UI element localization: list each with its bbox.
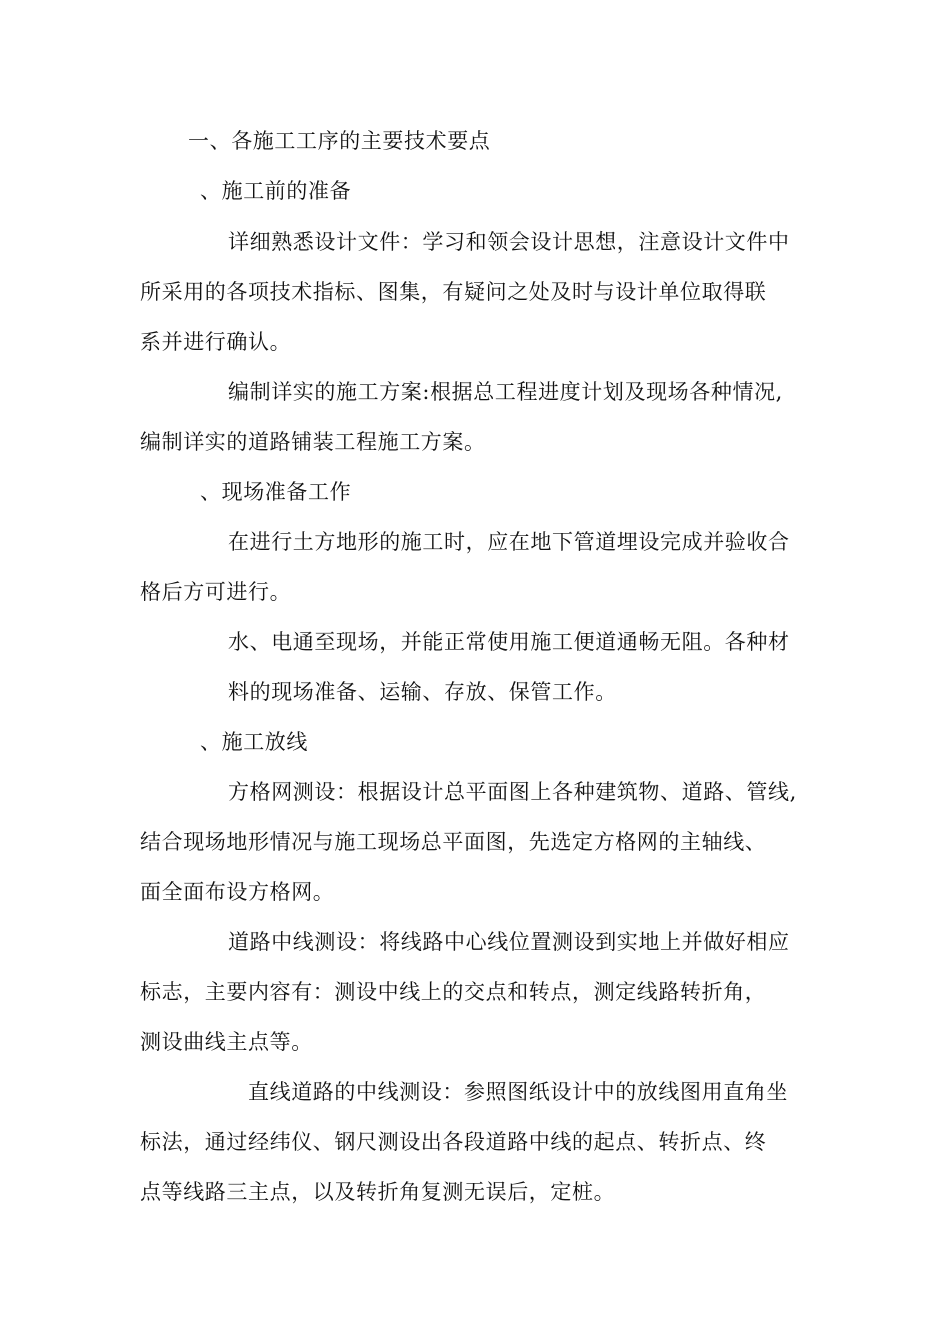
paragraph-line: 编制详实的施工方案:根据总工程进度计划及现场各种情况,	[228, 380, 783, 404]
section-title-setting-out: 、施工放线	[200, 730, 308, 754]
paragraph-line: 直线道路的中线测设：参照图纸设计中的放线图用直角坐	[248, 1080, 788, 1104]
paragraph-line: 测设曲线主点等。	[140, 1030, 313, 1054]
paragraph-line: 编制详实的道路铺装工程施工方案。	[140, 430, 486, 454]
paragraph-line: 标法，通过经纬仪、钢尺测设出各段道路中线的起点、转折点、终	[140, 1130, 767, 1154]
paragraph-line: 道路中线测设：将线路中心线位置测设到实地上并做好相应	[228, 930, 790, 954]
document-heading: 一、各施工工序的主要技术要点	[188, 129, 491, 153]
paragraph-line: 在进行土方地形的施工时，应在地下管道埋设完成并验收合	[228, 530, 790, 554]
paragraph-line: 详细熟悉设计文件：学习和领会设计思想，注意设计文件中	[228, 230, 790, 254]
paragraph-line: 结合现场地形情况与施工现场总平面图，先选定方格网的主轴线、	[140, 830, 767, 854]
paragraph-line: 料的现场准备、运输、存放、保管工作。	[228, 680, 617, 704]
paragraph-line: 标志，主要内容有：测设中线上的交点和转点，测定线路转折角，	[140, 980, 767, 1004]
paragraph-line: 水、电通至现场，并能正常使用施工便道通畅无阻。各种材	[228, 630, 790, 654]
paragraph-line: 点等线路三主点，以及转折角复测无误后，定桩。	[140, 1180, 616, 1204]
section-title-preparation: 、施工前的准备	[200, 179, 352, 203]
section-title-site-preparation: 、现场准备工作	[200, 480, 352, 504]
paragraph-line: 面全面布设方格网。	[140, 880, 335, 904]
paragraph-line: 系并进行确认。	[140, 330, 292, 354]
paragraph-line: 格后方可进行。	[140, 580, 292, 604]
paragraph-line: 方格网测设：根据设计总平面图上各种建筑物、道路、管线,	[228, 780, 797, 804]
paragraph-line: 所采用的各项技术指标、图集，有疑问之处及时与设计单位取得联	[140, 280, 767, 304]
